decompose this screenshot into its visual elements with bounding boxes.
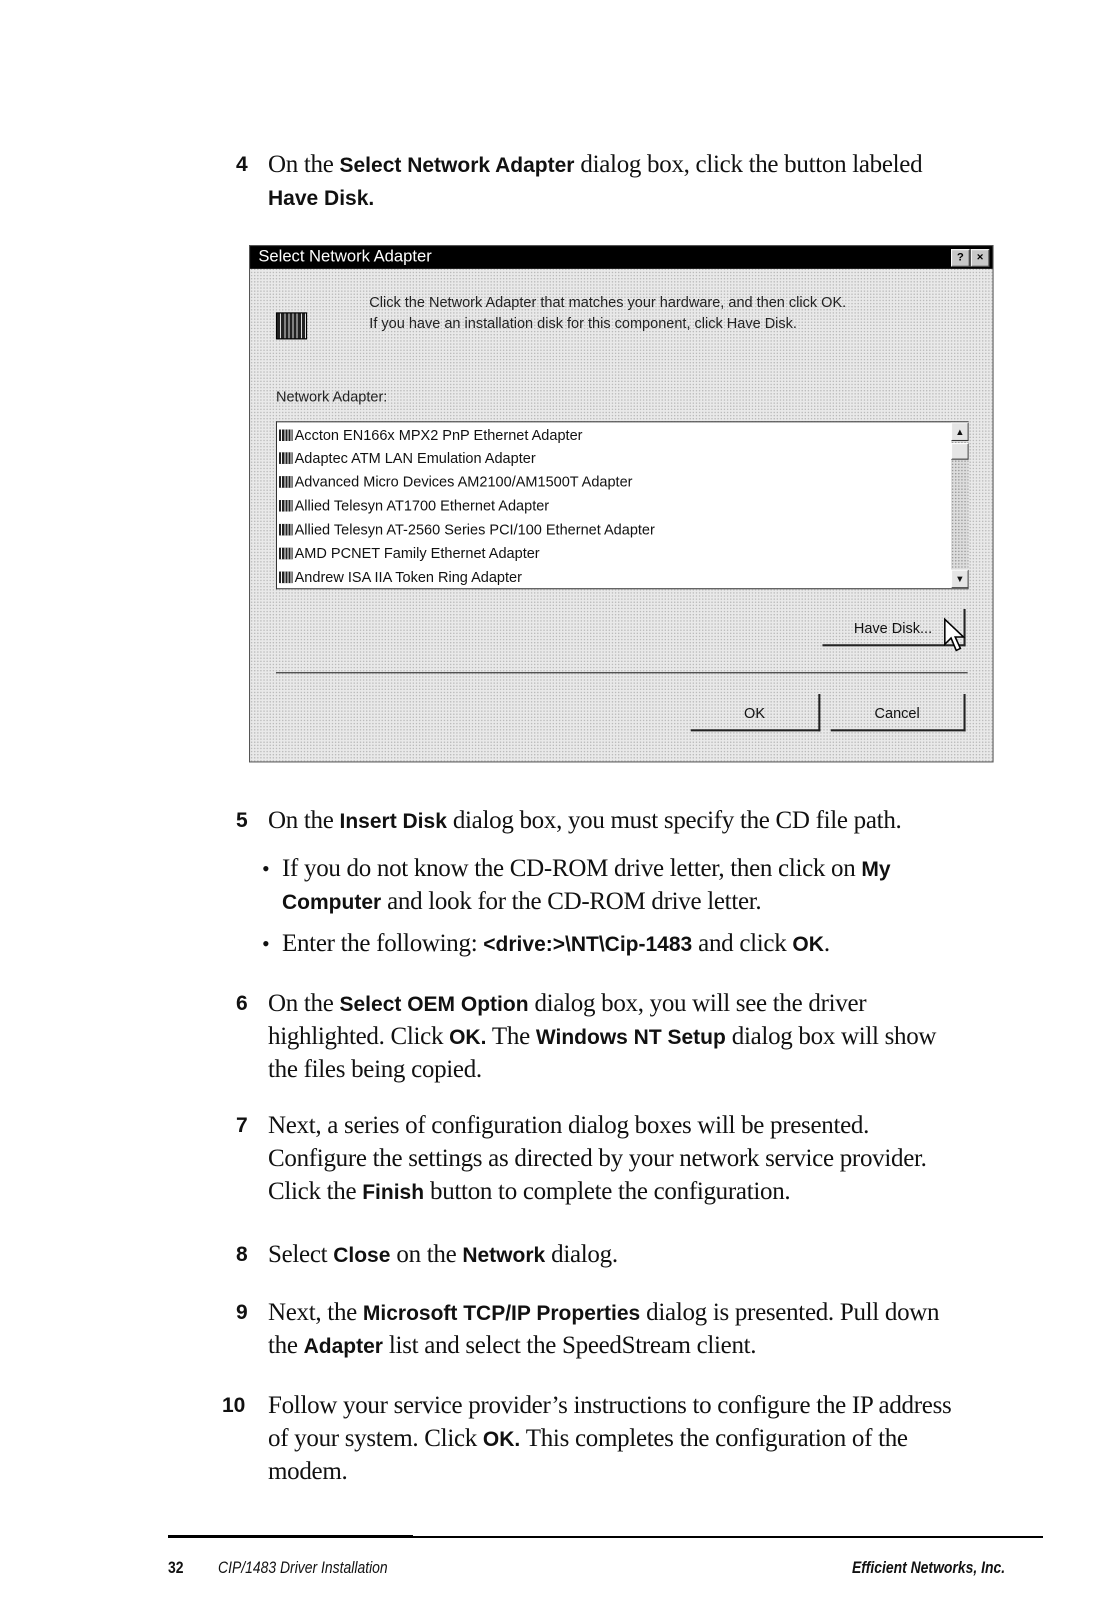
step-9-line-1 [268,1298,939,1329]
bullet-1-line-2 [282,887,761,918]
bullet-2-line-1 [282,929,830,960]
text: dialog is presented. Pull down [640,1299,940,1326]
adapter-icon [279,572,292,583]
text: of your system. Click [268,1425,483,1452]
bold-term: <drive:>\NT\Cip-1483 [483,933,693,956]
adapter-icon [279,476,292,487]
step-number: 4 [236,153,248,176]
text: This completes the configuration of the [520,1425,908,1452]
text: the files being copied. [268,1056,482,1083]
list-item[interactable] [279,470,632,493]
page-number: 32 [168,1558,184,1577]
step-10-line-2 [268,1424,908,1455]
bold-term: Computer [282,891,382,914]
step-4-line-1 [268,150,922,181]
adapter-icon [279,452,292,463]
bold-term: Close [333,1244,391,1267]
ok-button[interactable] [691,694,821,731]
list-label: Network Adapter: [275,388,388,405]
list-item[interactable] [279,565,522,588]
bullet-1-line-1 [282,854,891,885]
adapter-icon [279,524,292,535]
text: list and select the SpeedStream client. [382,1332,757,1359]
text: Click the [268,1178,363,1205]
instruction-line-2: If you have an installation disk for this component, click Have Disk. [369,314,797,332]
mouse-pointer-icon [943,617,968,654]
text: dialog box, you will see the driver [528,990,867,1017]
bold-term: Adapter [303,1335,383,1358]
step-number: 7 [236,1114,248,1137]
text: dialog box, click the button labeled [574,151,923,178]
bold-term: Network [462,1244,546,1267]
step-number: 9 [236,1301,248,1324]
step-6-line-1 [268,989,866,1020]
dialog-title-bar [250,246,992,269]
bold-term: Select Network Adapter [339,154,575,177]
text: Enter the following: [282,930,484,957]
bold-term: Windows NT Setup [535,1026,726,1049]
scroll-thumb[interactable] [951,443,969,460]
text: dialog box will show [725,1023,937,1050]
scroll-down-arrow-icon[interactable]: ▼ [951,570,969,589]
text: and look for the CD-ROM drive letter. [381,888,762,915]
list-item[interactable] [279,518,655,541]
text: . [823,930,830,957]
bold-term: OK. [482,1428,521,1451]
bullet-icon: • [262,856,270,881]
list-item-label: Allied Telesyn AT1700 Ethernet Adapter [294,496,550,514]
step-10-line-3: modem. [268,1458,348,1485]
text: highlighted. Click [268,1023,450,1050]
step-number: 8 [236,1243,248,1266]
footer-company: Efficient Networks, Inc. [852,1558,1006,1577]
text: dialog box, you must specify the CD file path. [446,807,902,834]
step-7-line-2: Configure the settings as directed by your network service provider. [268,1145,927,1172]
text: dialog. [545,1241,618,1268]
list-scrollbar[interactable] [951,422,969,588]
text: The [486,1023,536,1050]
help-button[interactable]: ? [951,249,970,267]
close-button[interactable]: × [971,249,990,267]
step-7-line-1: Next, a series of configuration dialog boxes will be presented. [268,1112,870,1139]
adapter-icon [279,500,292,511]
list-item-label: Adaptec ATM LAN Emulation Adapter [294,449,536,466]
bold-term: Finish [362,1181,425,1204]
list-item[interactable] [279,542,540,565]
select-network-adapter-dialog [249,245,994,762]
step-6-line-3 [268,1055,482,1085]
step-5-line-1 [268,806,901,837]
scroll-up-arrow-icon[interactable]: ▲ [951,422,969,441]
network-card-icon [276,312,307,339]
step-4-line-2 [268,183,374,214]
list-item-label: Advanced Micro Devices AM2100/AM1500T Adapter [294,473,633,490]
text: Next, the [268,1299,363,1326]
text: and click [692,930,793,957]
text: On the [268,990,340,1017]
adapter-icon [279,548,292,559]
adapter-list[interactable] [276,421,969,589]
list-item-label: AMD PCNET Family Ethernet Adapter [294,544,540,562]
bold-term: OK [792,933,824,956]
dialog-title: Select Network Adapter [258,248,432,266]
list-item[interactable] [279,423,582,446]
text: On the [268,807,340,834]
cancel-label: Cancel [874,704,920,721]
list-item-label: Accton EN166x MPX2 PnP Ethernet Adapter [294,426,583,444]
bullet-icon: • [262,931,270,956]
ok-label: OK [744,704,766,721]
text: button to complete the configuration. [424,1178,791,1205]
list-item-label: Allied Telesyn AT-2560 Series PCI/100 Ethernet Adapter [294,520,655,538]
footer-rule-thick [168,1535,413,1538]
list-item[interactable] [279,494,549,517]
list-item[interactable] [279,446,536,469]
adapter-icon [279,430,292,441]
bold-term: Microsoft TCP/IP Properties [362,1302,641,1325]
cancel-button[interactable] [831,694,966,731]
step-10-line-1: Follow your service provider’s instructions to configure the IP address [268,1392,952,1419]
text: on the [390,1241,463,1268]
step-6-line-2 [268,1022,936,1053]
have-disk-label: Have Disk... [853,619,933,636]
bold-term: Select OEM Option [339,993,529,1016]
text: Select [268,1241,334,1268]
footer-doc-title: CIP/1483 Driver Installation [218,1558,388,1577]
step-8-line-1 [268,1240,618,1271]
text: the [268,1332,304,1359]
step-9-line-2 [268,1331,756,1362]
step-number: 10 [222,1394,246,1417]
list-item-label: Andrew ISA IIA Token Ring Adapter [294,568,522,586]
bold-term: Have Disk. [268,187,375,210]
text: If you do not know the CD-ROM drive letter, then click on [282,855,862,882]
step-number: 6 [236,992,248,1015]
divider [276,672,968,673]
step-7-line-3 [268,1177,790,1208]
text: On the [268,151,340,178]
bold-term: Insert Disk [339,810,447,833]
instruction-line-1: Click the Network Adapter that matches your hardware, and then click OK. [369,293,847,311]
bold-term: My [861,858,891,881]
step-number: 5 [236,809,248,832]
bold-term: OK. [449,1026,487,1049]
